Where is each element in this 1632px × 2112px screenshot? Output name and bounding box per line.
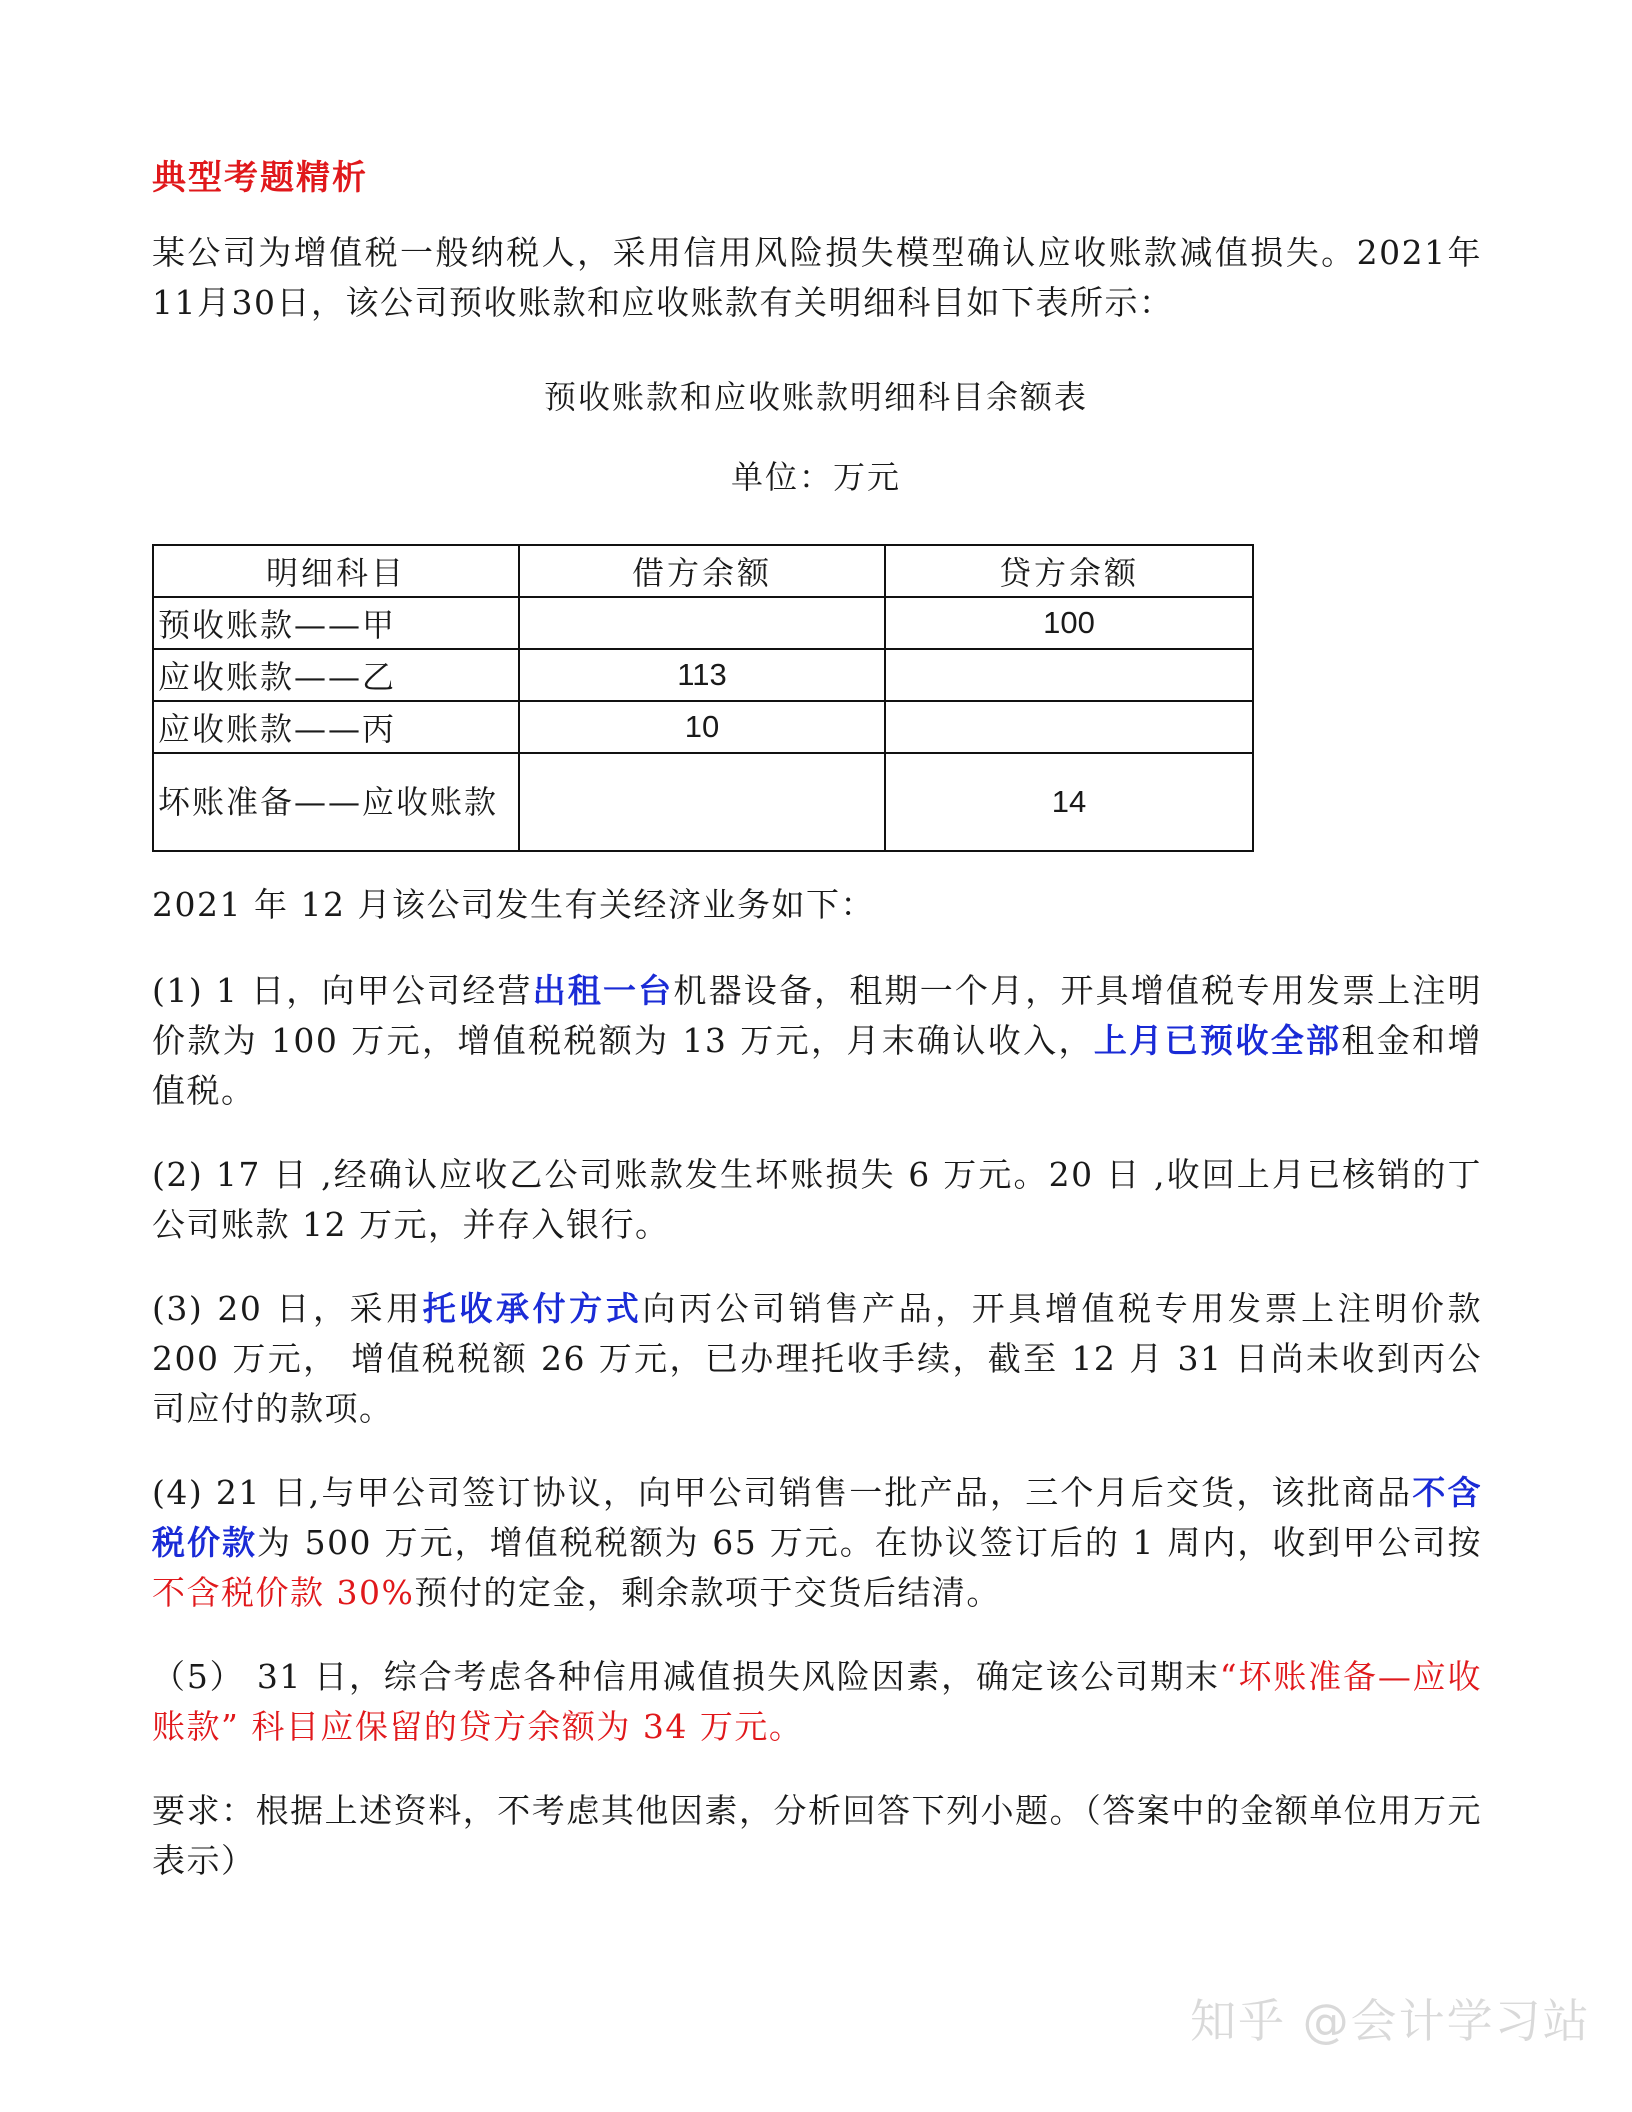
table-row bbox=[153, 753, 1253, 851]
table-title: 预收账款和应收账款明细科目余额表 bbox=[543, 378, 1088, 416]
item-3-highlight-method: 托收承付方式 bbox=[422, 1289, 643, 1328]
item-1-highlight-prepaid: 上月已预收全部 bbox=[1093, 1021, 1342, 1060]
table-unit: 单位：万元 bbox=[730, 458, 901, 496]
account-cell: 预收账款——甲 bbox=[153, 597, 519, 649]
account-cell: 应收账款——丙 bbox=[153, 701, 519, 753]
header-account: 明细科目 bbox=[153, 545, 519, 597]
item-1-text-c: 机器设备，租期一个月，开具增值税专用发票上注明价款为 100 万元，增值税税额为 13 万元，月末确认收入， bbox=[152, 971, 1483, 1060]
debit-cell: 113 bbox=[519, 649, 885, 701]
debit-cell bbox=[519, 753, 885, 851]
item-2-paragraph: (2) 17 日 ,经确认应收乙公司账款发生坏账损失 6 万元。20 日 ,收回上月已核销的丁公司账款 12 万元，并存入银行。 bbox=[152, 1155, 1482, 1244]
item-1-highlight-rent: 出租一台 bbox=[532, 971, 674, 1010]
item-4-paragraph bbox=[152, 1468, 1482, 1618]
business-intro: 2021 年 12 月该公司发生有关经济业务如下： bbox=[152, 885, 875, 924]
item-1-paragraph bbox=[152, 966, 1482, 1116]
item-5-text-a: （5） 31 日，综合考虑各种信用减值损失风险因素，确定该公司期末 bbox=[152, 1657, 1220, 1696]
item-1-text-a: (1) 1 日，向甲公司经营 bbox=[152, 971, 533, 1010]
item-3-paragraph bbox=[152, 1284, 1482, 1434]
credit-cell: 14 bbox=[885, 753, 1253, 851]
item-4-highlight-deposit: 不含税价款 30% bbox=[152, 1573, 415, 1612]
credit-cell bbox=[885, 649, 1253, 701]
table-row bbox=[153, 701, 1253, 753]
item-4-text-c: 为 500 万元，增值税税额为 65 万元。在协议签订后的 1 周内，收到甲公司按 bbox=[257, 1523, 1482, 1562]
header-credit: 贷方余额 bbox=[885, 545, 1253, 597]
item-1-text-e: 租金和增值税。 bbox=[152, 1021, 1483, 1110]
credit-cell: 100 bbox=[885, 597, 1253, 649]
debit-cell: 10 bbox=[519, 701, 885, 753]
header-debit: 借方余额 bbox=[519, 545, 885, 597]
debit-cell bbox=[519, 597, 885, 649]
table-row bbox=[153, 649, 1253, 701]
item-5-paragraph bbox=[152, 1652, 1482, 1752]
credit-cell bbox=[885, 701, 1253, 753]
zhihu-watermark: 知乎 @会计学习站 bbox=[1190, 1994, 1591, 2048]
requirement-paragraph: 要求：根据上述资料，不考虑其他因素，分析回答下列小题。（答案中的金额单位用万元表示） bbox=[152, 1791, 1482, 1880]
balance-table bbox=[152, 544, 1254, 852]
table-row bbox=[153, 597, 1253, 649]
account-cell: 坏账准备——应收账款 bbox=[153, 753, 519, 851]
item-4-text-a: (4) 21 日,与甲公司签订协议，向甲公司销售一批产品，三个月后交货，该批商品 bbox=[152, 1473, 1413, 1512]
section-heading: 典型考题精析 bbox=[152, 158, 368, 198]
account-cell: 应收账款——乙 bbox=[153, 649, 519, 701]
item-4-text-e: 预付的定金，剩余款项于交货后结清。 bbox=[414, 1573, 1001, 1612]
intro-paragraph: 某公司为增值税一般纳税人，采用信用风险损失模型确认应收账款减值损失。2021年11月30日，该公司预收账款和应收账款有关明细科目如下表所示： bbox=[152, 233, 1482, 322]
item-5-highlight-balance: “坏账准备—应收账款” 科目应保留的贷方余额为 34 万元。 bbox=[152, 1657, 1482, 1746]
item-3-text-a: (3) 20 日，采用 bbox=[152, 1289, 423, 1328]
table-header-row bbox=[153, 545, 1253, 597]
item-3-text-c: 向丙公司销售产品，开具增值税专用发票上注明价款 200 万元， 增值税税额 26 万元，已办理托收手续，截至 12 月 31 日尚未收到丙公司应付的款项。 bbox=[152, 1289, 1483, 1428]
item-4-highlight-price: 不含税价款 bbox=[152, 1473, 1483, 1562]
